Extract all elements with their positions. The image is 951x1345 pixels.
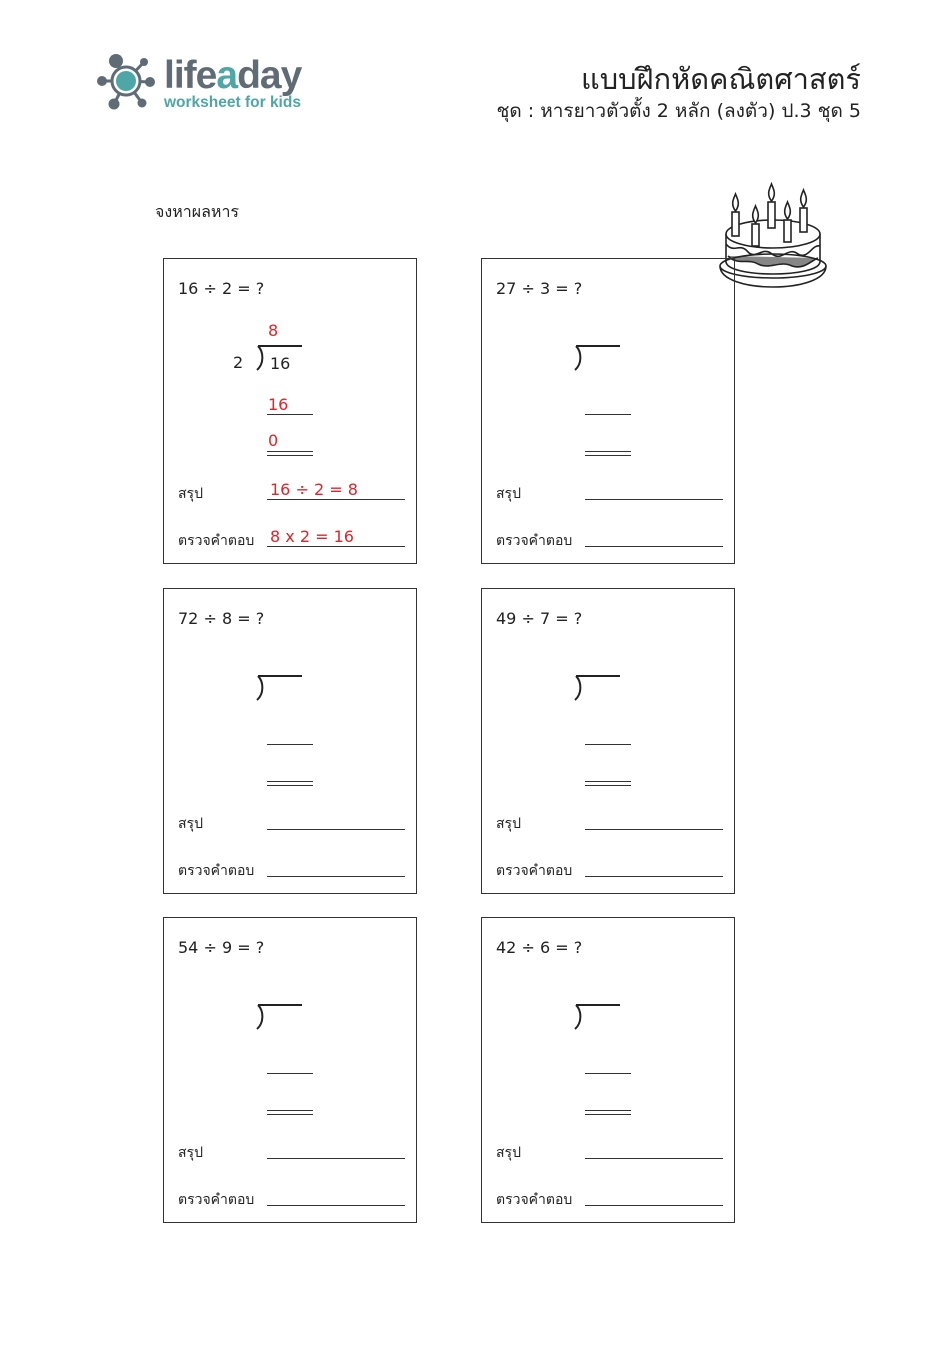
remainder-double-line [267, 451, 313, 456]
quotient-answer: 8 [268, 321, 279, 340]
check-answer-blank[interactable] [267, 857, 405, 877]
summary-answer-blank[interactable] [585, 1139, 723, 1159]
logo-wordmark: lifeaday [164, 54, 302, 97]
problem-box [481, 258, 735, 564]
remainder-double-line [267, 781, 313, 786]
lifeaday-logo [96, 50, 336, 120]
remainder-value: 0 [268, 431, 279, 450]
check-answer-blank[interactable] [267, 1186, 405, 1206]
problem-question: 54 ÷ 9 = ? [178, 938, 265, 957]
summary-answer-blank[interactable] [585, 480, 723, 500]
summary-label: สรุป [178, 816, 203, 832]
remainder-double-line [585, 781, 631, 786]
worksheet-header [497, 60, 861, 124]
long-division-bracket [254, 672, 308, 702]
problem-box [163, 917, 417, 1223]
example-problem-box [163, 258, 417, 564]
check-label: ตรวจคำตอบ [496, 533, 573, 549]
long-division-bracket [572, 342, 626, 372]
dividend: 16 [270, 354, 291, 373]
long-division-bracket [572, 672, 626, 702]
remainder-double-line [585, 1110, 631, 1115]
check-answer-blank[interactable] [585, 1186, 723, 1206]
summary-label: สรุป [496, 1145, 521, 1161]
divisor: 2 [233, 353, 244, 372]
subtract-line [267, 1073, 313, 1074]
subtract-line [267, 744, 313, 745]
problem-question: 27 ÷ 3 = ? [496, 279, 583, 298]
problem-box [481, 917, 735, 1223]
subtract-line [585, 1073, 631, 1074]
worksheet-subtitle: ชุด : หารยาวตัวตั้ง 2 หลัก (ลงตัว) ป.3 ชุด 5 [496, 100, 861, 122]
summary-answer-blank[interactable] [585, 810, 723, 830]
logo-tagline: worksheet for kids [164, 94, 301, 111]
worksheet-title: แบบฝึกหัดคณิตศาสตร์ [581, 62, 861, 96]
summary-answer: 16 ÷ 2 = 8 [267, 480, 405, 500]
check-answer-blank[interactable] [585, 857, 723, 877]
check-answer: 8 x 2 = 16 [267, 527, 405, 547]
subtract-value: 16 [268, 395, 289, 414]
summary-label: สรุป [496, 816, 521, 832]
problem-box [481, 588, 735, 894]
subtract-line [267, 414, 313, 415]
long-division-bracket [572, 1001, 626, 1031]
check-label: ตรวจคำตอบ [496, 1192, 573, 1208]
summary-label: สรุป [178, 1145, 203, 1161]
remainder-double-line [267, 1110, 313, 1115]
problem-box [163, 588, 417, 894]
summary-label: สรุป [496, 486, 521, 502]
long-division-bracket [254, 1001, 308, 1031]
summary-answer-blank[interactable] [267, 810, 405, 830]
summary-label: สรุป [178, 486, 203, 502]
remainder-double-line [585, 451, 631, 456]
summary-answer-blank[interactable] [267, 1139, 405, 1159]
logo-molecule-icon [96, 50, 162, 116]
problem-question: 49 ÷ 7 = ? [496, 609, 583, 628]
check-answer-blank[interactable] [585, 527, 723, 547]
subtract-line [585, 414, 631, 415]
problem-question: 42 ÷ 6 = ? [496, 938, 583, 957]
check-label: ตรวจคำตอบ [496, 863, 573, 879]
problem-question: 16 ÷ 2 = ? [178, 279, 265, 298]
check-label: ตรวจคำตอบ [178, 533, 255, 549]
problem-question: 72 ÷ 8 = ? [178, 609, 265, 628]
check-label: ตรวจคำตอบ [178, 863, 255, 879]
instruction-text: จงหาผลหาร [155, 202, 240, 221]
subtract-line [585, 744, 631, 745]
check-label: ตรวจคำตอบ [178, 1192, 255, 1208]
